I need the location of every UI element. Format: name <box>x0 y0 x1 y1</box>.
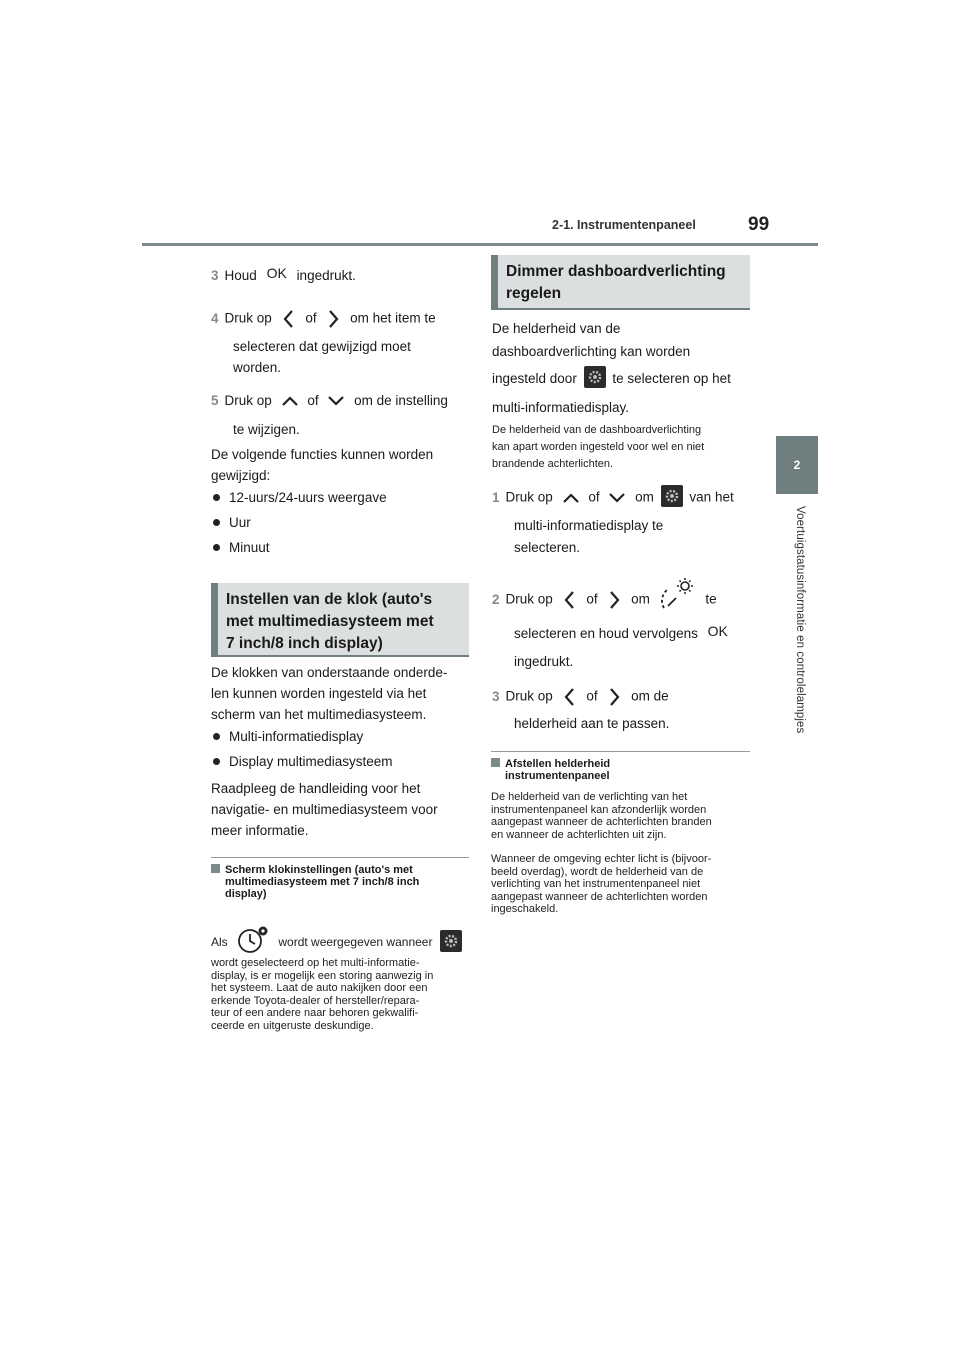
para2-line2: navigatie- en multimediasysteem voor <box>211 802 438 817</box>
subsection-rule <box>211 857 469 858</box>
list-item: Minuut <box>213 540 270 555</box>
chapter-tab: 2 <box>776 436 818 494</box>
para1-line2: len kunnen worden ingesteld via het <box>211 686 427 701</box>
chevron-right-icon <box>607 590 621 610</box>
right-step-3-line2: helderheid aan te passen. <box>514 716 670 731</box>
chevron-left-icon <box>563 687 577 707</box>
note-line0: Als wordt weergegeven wanneer <box>211 928 462 958</box>
right-para1-line4: multi-informatiedisplay. <box>492 400 630 415</box>
para1-line3: scherm van het multimediasysteem. <box>211 707 427 722</box>
gear-icon <box>661 485 683 507</box>
ok-icon: OK <box>707 622 728 639</box>
gear-icon <box>584 366 606 388</box>
list-item: Uur <box>213 515 251 530</box>
subsection-rule <box>491 751 750 752</box>
header-rule <box>142 243 818 246</box>
step-5: 5 Druk op of om de instelling <box>211 393 448 408</box>
intro-line2: gewijzigd: <box>211 468 271 483</box>
chevron-down-icon <box>607 491 627 505</box>
step-4: 4 Druk op of om het item te <box>211 309 436 329</box>
right-step-1: 1 Druk op of om van het <box>492 487 734 509</box>
right-step-3: 3 Druk op of om de <box>492 687 669 707</box>
dashboard-brightness-icon <box>658 576 698 612</box>
step-3: 3 Houd OK ingedrukt. <box>211 265 356 283</box>
clock-settings-icon <box>235 924 271 954</box>
right-note1: De helderheid van de verlichting van het instrumentenpaneel kan afzonderlijk worden aangepast wanneer de achterlichten branden en wanneer de achterlichten uit zijn. <box>491 791 712 841</box>
step-4-line2: selecteren dat gewijzigd moet <box>233 339 411 354</box>
subsection-heading-brightness: Afstellen helderheid instrumentenpaneel <box>491 758 610 782</box>
step-5-line2: te wijzigen. <box>233 422 300 437</box>
chevron-left-icon <box>563 590 577 610</box>
right-step-2: 2 Druk op of om te <box>492 582 717 618</box>
right-para1-line3: ingesteld door te selecteren op het <box>492 368 731 390</box>
para2-line1: Raadpleeg de handleiding voor het <box>211 781 421 796</box>
chevron-up-icon <box>561 491 581 505</box>
section-title: 2-1. Instrumentenpaneel <box>552 218 696 232</box>
intro-line1: De volgende functies kunnen worden <box>211 447 434 462</box>
note-body: wordt geselecteerd op het multi-informatie- display, is er mogelijk een storing aanwezig in het systeem. Laat de auto nakijken door een erkende Toyota-dealer of hersteller/repara- teur of een andere naar behoren gekwalifi- ceerde en uitgeruste deskundige. <box>211 957 434 1032</box>
chevron-down-icon <box>326 394 346 408</box>
chapter-side-label: Voertuigstatusinformatie en controlelampjes <box>794 506 806 734</box>
chevron-left-icon <box>282 309 296 329</box>
list-item: 12-uurs/24-uurs weergave <box>213 490 387 505</box>
page-number: 99 <box>748 214 770 235</box>
chevron-right-icon <box>326 309 340 329</box>
section-heading-clock: Instellen van de klok (auto's met multimediasysteem met 7 inch/8 inch display) <box>211 583 469 657</box>
right-step-1-line3: selecteren. <box>514 540 581 555</box>
list-item: Display multimediasysteem <box>213 754 393 769</box>
right-step-2-line2: selecteren en houd vervolgens OK <box>514 622 728 641</box>
right-para1-line2: dashboardverlichting kan worden <box>492 344 691 359</box>
ok-icon: OK <box>266 265 287 282</box>
step-4-line3: worden. <box>233 360 282 375</box>
right-para1-line1: De helderheid van de <box>492 321 621 336</box>
list-item: Multi-informatiedisplay <box>213 729 363 744</box>
subsection-heading-clock-screen: Scherm klokinstellingen (auto's met multimediasysteem met 7 inch/8 inch display) <box>211 864 419 900</box>
gear-icon <box>440 930 462 952</box>
chevron-right-icon <box>607 687 621 707</box>
right-small1: De helderheid van de dashboardverlichting kan apart worden ingesteld voor wel en niet brandende achterlichten. <box>492 424 705 470</box>
para2-line3: meer informatie. <box>211 823 309 838</box>
chevron-up-icon <box>280 394 300 408</box>
right-note2: Wanneer de omgeving echter licht is (bijvoor- beeld overdag), wordt de helderheid van de verlichting van het instrumentenpaneel niet aangepast wanneer de achterlichten worden ingeschakeld. <box>491 853 712 915</box>
right-step-1-line2: multi-informatiedisplay te <box>514 518 664 533</box>
right-step-2-line3: ingedrukt. <box>514 654 574 669</box>
para1-line1: De klokken van onderstaande onderde- <box>211 665 448 680</box>
section-heading-dimmer: Dimmer dashboardverlichting regelen <box>491 255 750 310</box>
